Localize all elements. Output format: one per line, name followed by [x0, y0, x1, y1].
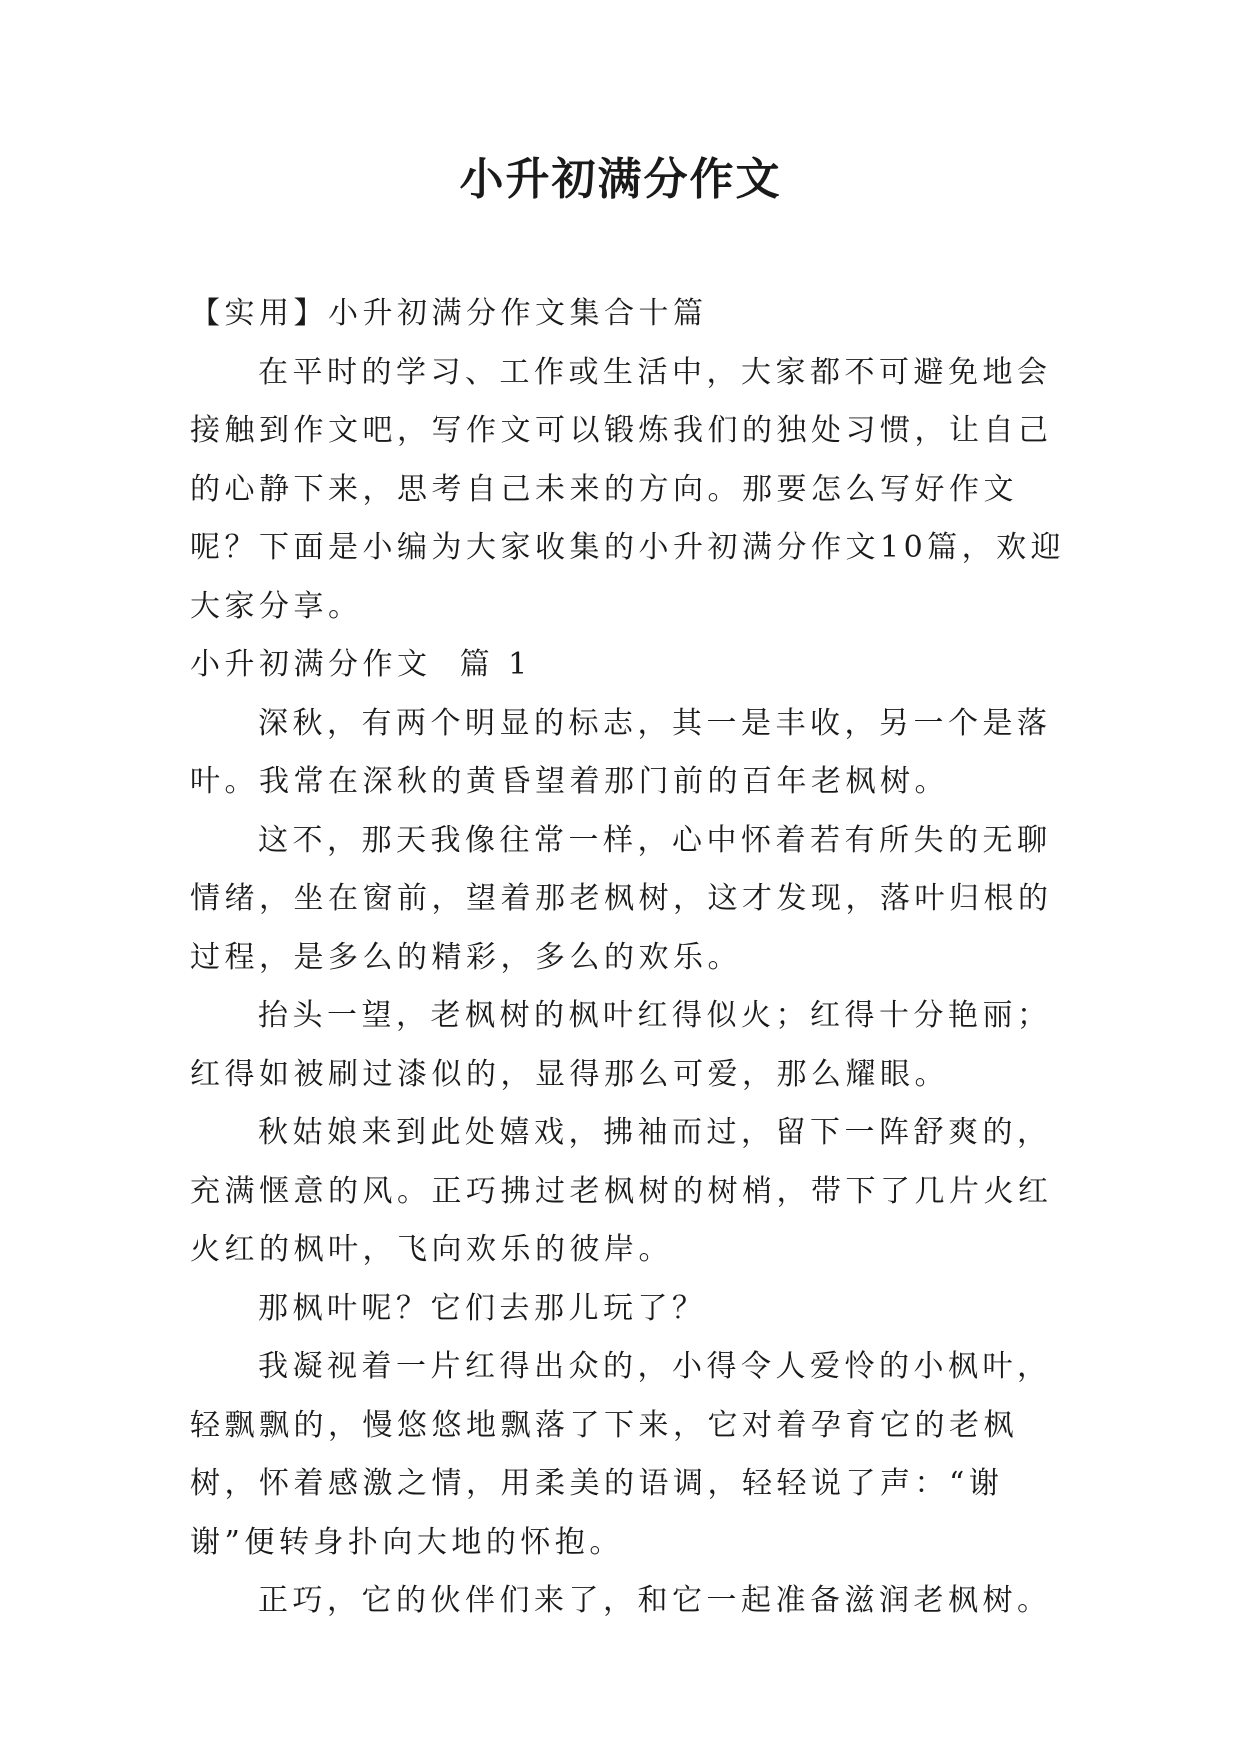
- body-paragraph: 深秋，有两个明显的标志，其一是丰收，另一个是落叶。我常在深秋的黄昏望着那门前的百年老枫树。: [190, 705, 1052, 799]
- document-title: 小升初满分作文: [459, 154, 782, 205]
- body-paragraph: 正巧，它的伙伴们来了，和它一起准备滋润老枫树。: [258, 1583, 1052, 1618]
- body-paragraph: 那枫叶呢？它们去那儿玩了？: [258, 1290, 707, 1326]
- document-body: [190, 285, 1070, 1631]
- body-paragraph: 秋姑娘来到此处嬉戏，拂袖而过，留下一阵舒爽的，充满惬意的风。正巧拂过老枫树的树梢，带下了几片火红火红的枫叶，飞向欢乐的彼岸。: [190, 1115, 1053, 1267]
- body-paragraph: 抬头一望，老枫树的枫叶红得似火；红得十分艳丽；红得如被刷过漆似的，显得那么可爱，那么耀眼。: [190, 998, 1052, 1092]
- body-paragraph: 我凝视着一片红得出众的，小得令人爱怜的小枫叶，轻飘飘的，慢悠悠地飘落了下来，它对着孕育它的老枫树，怀着感激之情，用柔美的语调，轻轻说了声：“谢谢”便转身扑向大地的怀抱。: [190, 1349, 1052, 1560]
- document-subtitle: 【实用】小升初满分作文集合十篇: [190, 296, 708, 331]
- section-heading: 小升初满分作文 篇 1: [190, 647, 532, 682]
- intro-paragraph: 在平时的学习、工作或生活中，大家都不可避免地会接触到作文吧，写作文可以锻炼我们的独处习惯，让自己的心静下来，思考自己未来的方向。那要怎么写好作文呢？下面是小编为大家收集的小升初满分作文10篇，欢迎大家分享。: [190, 354, 1066, 624]
- body-paragraph: 这不，那天我像往常一样，心中怀着若有所失的无聊情绪，坐在窗前，望着那老枫树，这才发现，落叶归根的过程，是多么的精彩，多么的欢乐。: [190, 822, 1053, 975]
